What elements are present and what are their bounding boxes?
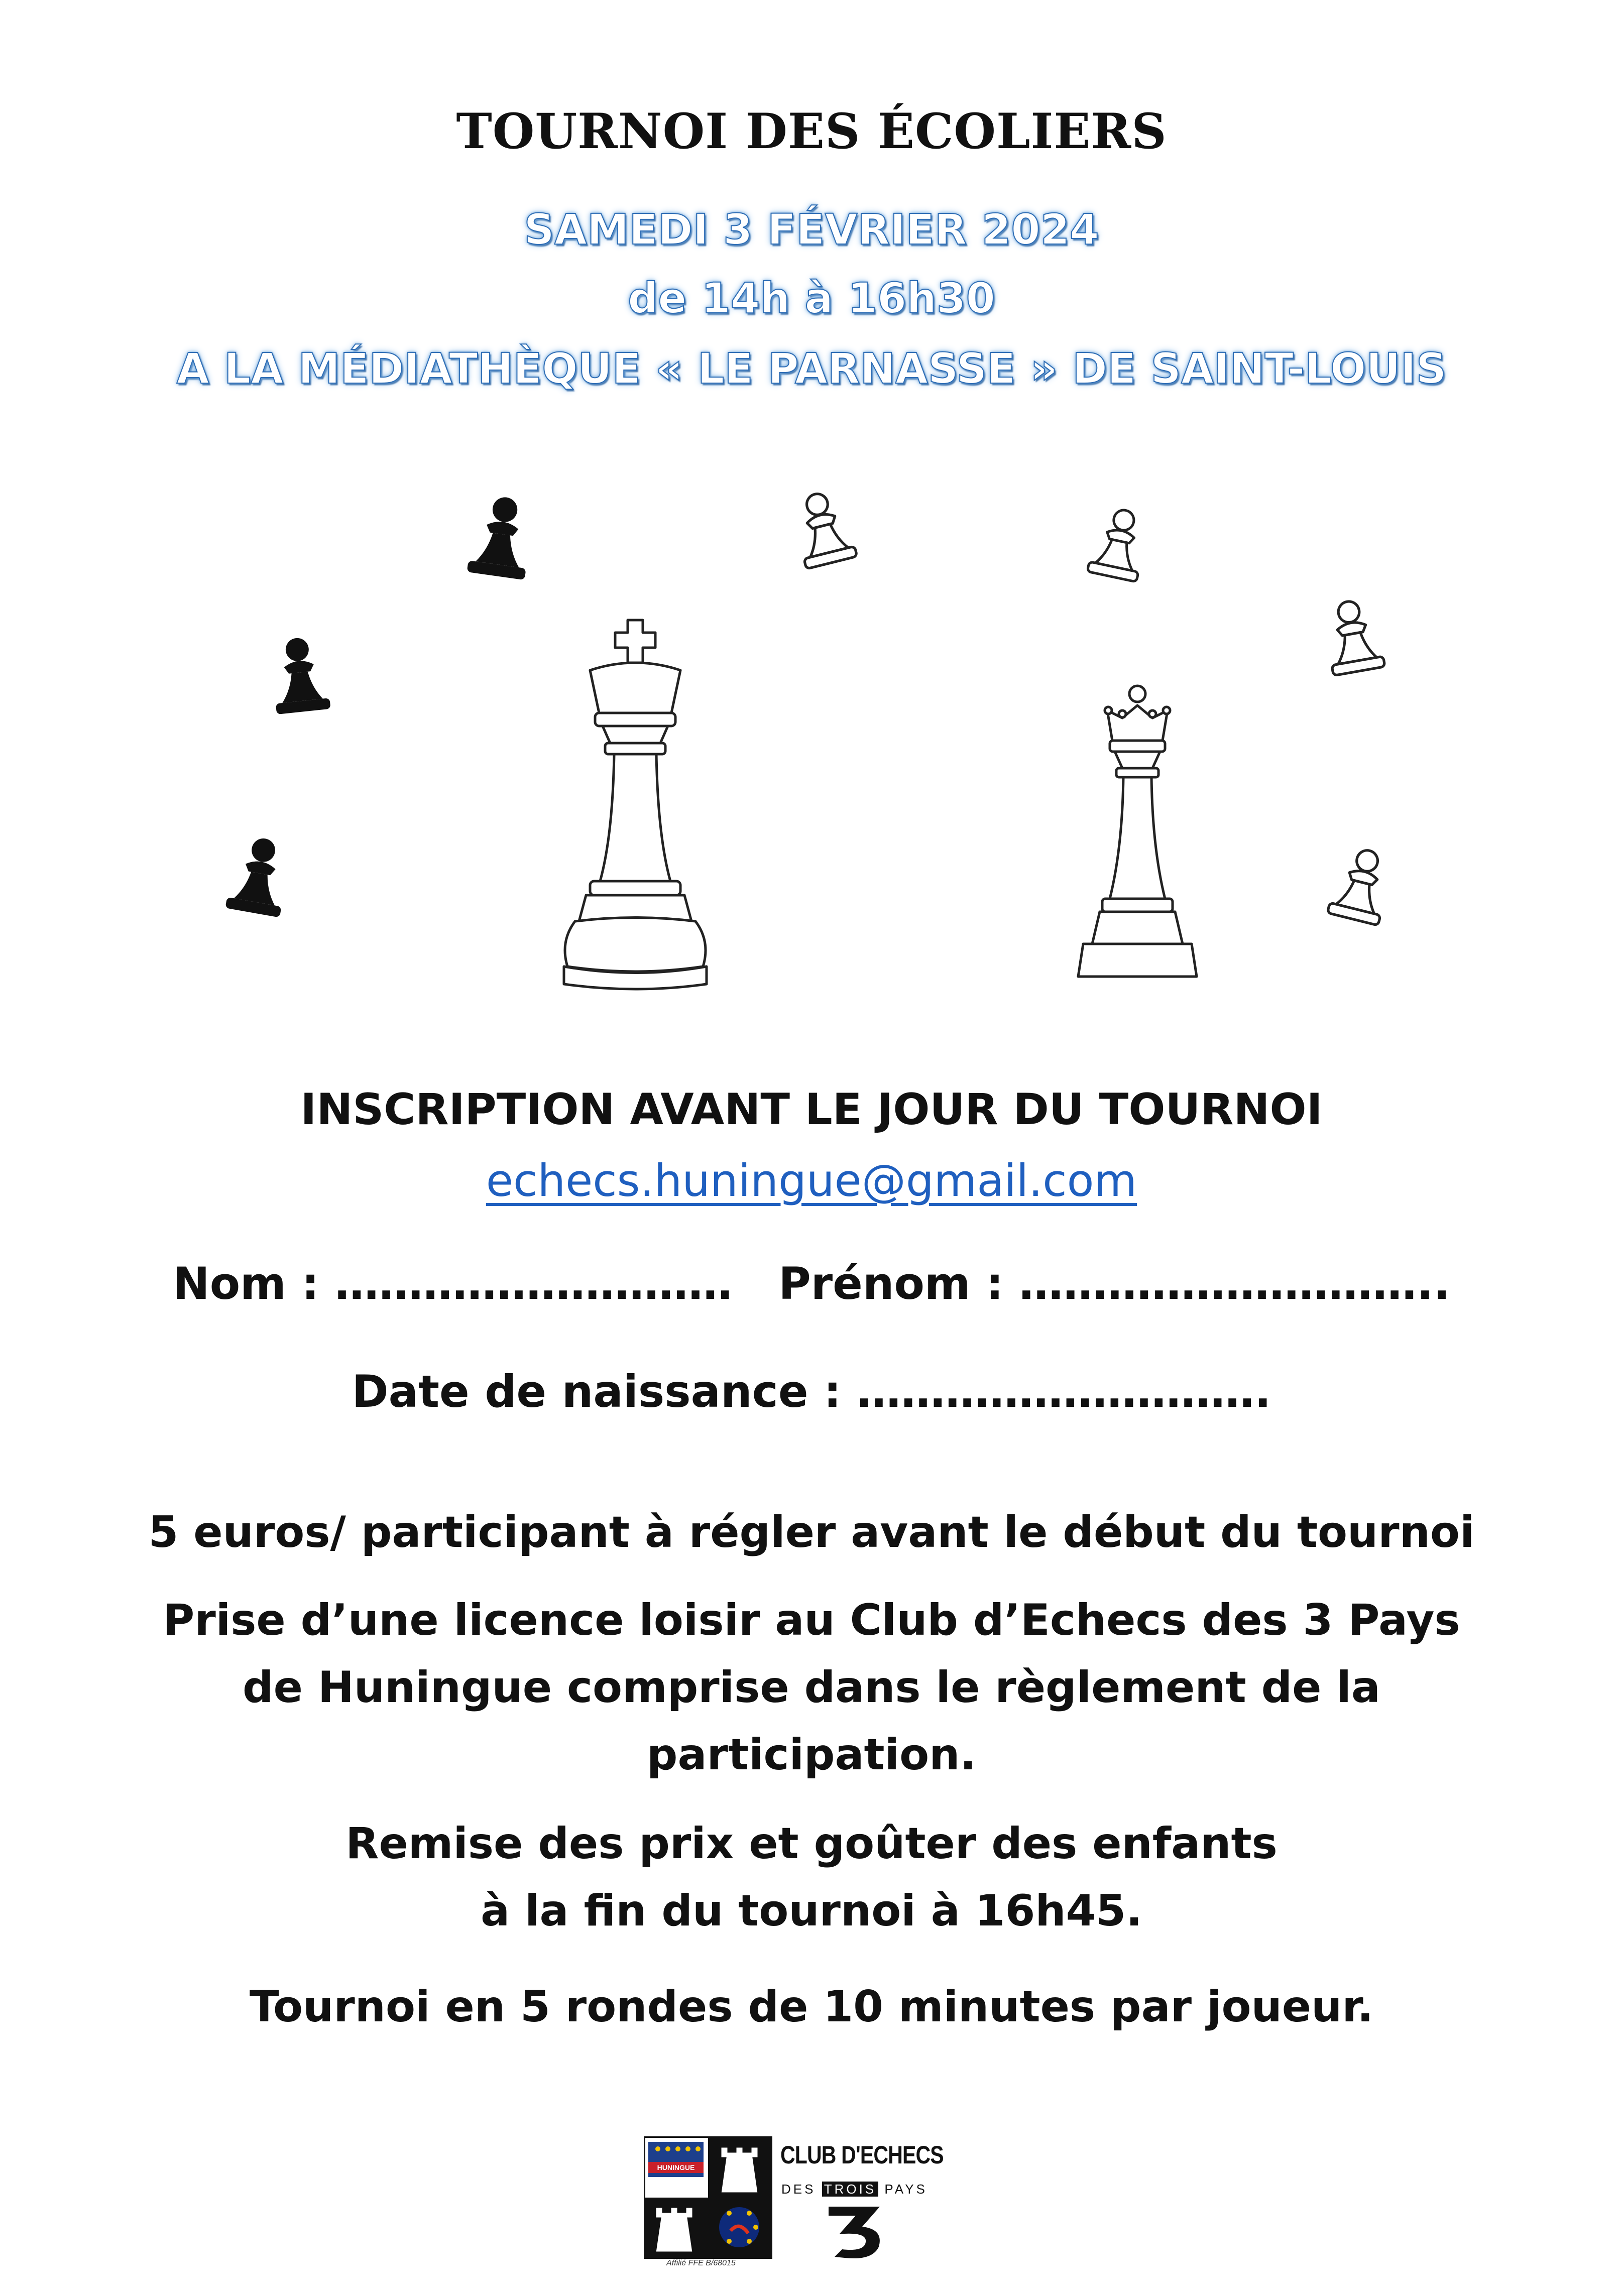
crest-badge-text: HUNINGUE bbox=[657, 2163, 695, 2171]
club-subtitle-part: PAYS bbox=[878, 2182, 928, 2197]
fee-text: 5 euros/ participant à régler avant le début du tournoi bbox=[148, 1507, 1475, 1557]
black-pawn-icon bbox=[223, 836, 294, 919]
club-subtitle bbox=[781, 2182, 928, 2197]
email-link[interactable] bbox=[0, 1155, 1623, 1206]
queen-icon bbox=[1072, 683, 1203, 987]
club-name: CLUB D'ECHECS bbox=[780, 2141, 944, 2169]
birthdate-field-label: Date de naissance : ………………………. bbox=[352, 1366, 1271, 1417]
club-crest bbox=[644, 2136, 772, 2259]
licence-line: Prise d’une licence loisir au Club d’Echecs des 3 Pays bbox=[163, 1595, 1460, 1645]
prizes-line: Remise des prix et goûter des enfants bbox=[345, 1819, 1278, 1869]
crest-graphic bbox=[645, 2138, 771, 2257]
club-subtitle-part: DES bbox=[781, 2182, 822, 2197]
club-subtitle-part: TROIS bbox=[822, 2182, 878, 2197]
white-pawn-icon bbox=[791, 490, 856, 570]
white-pawn-icon bbox=[1328, 846, 1394, 926]
black-pawn-icon bbox=[266, 635, 334, 718]
name-line bbox=[0, 1258, 1623, 1309]
event-date: SAMEDI 3 FÉVRIER 2024 bbox=[524, 205, 1099, 254]
name-field-label: Nom : ……………………… bbox=[173, 1258, 733, 1309]
event-time: de 14h à 16h30 bbox=[628, 274, 995, 323]
licence-line: participation. bbox=[646, 1730, 977, 1780]
white-pawn-icon bbox=[1087, 505, 1150, 585]
club-three-icon bbox=[825, 2202, 890, 2262]
prizes-line: à la fin du tournoi à 16h45. bbox=[481, 1886, 1142, 1936]
king-icon bbox=[555, 620, 716, 989]
affiliation-note: Affilié FFE B/68015 bbox=[666, 2259, 736, 2267]
rounds-text: Tournoi en 5 rondes de 10 minutes par joueur. bbox=[249, 1982, 1374, 2032]
event-venue: A LA MÉDIATHÈQUE « LE PARNASSE » DE SAINT-LOUIS bbox=[176, 344, 1447, 393]
licence-paragraph bbox=[0, 1587, 1623, 1788]
licence-line: de Huningue comprise dans le règlement de la bbox=[243, 1662, 1380, 1713]
club-logo bbox=[644, 2136, 955, 2272]
registration-heading: INSCRIPTION AVANT LE JOUR DU TOURNOI bbox=[300, 1084, 1323, 1135]
firstname-field-label: Prénom : ……………………….. bbox=[778, 1258, 1450, 1309]
page-title: TOURNOI DES ÉCOLIERS bbox=[456, 103, 1167, 160]
email-text[interactable]: echecs.huningue@gmail.com bbox=[486, 1155, 1137, 1206]
black-pawn-icon bbox=[465, 495, 537, 582]
prizes-paragraph bbox=[0, 1810, 1623, 1945]
white-pawn-icon bbox=[1321, 597, 1386, 678]
